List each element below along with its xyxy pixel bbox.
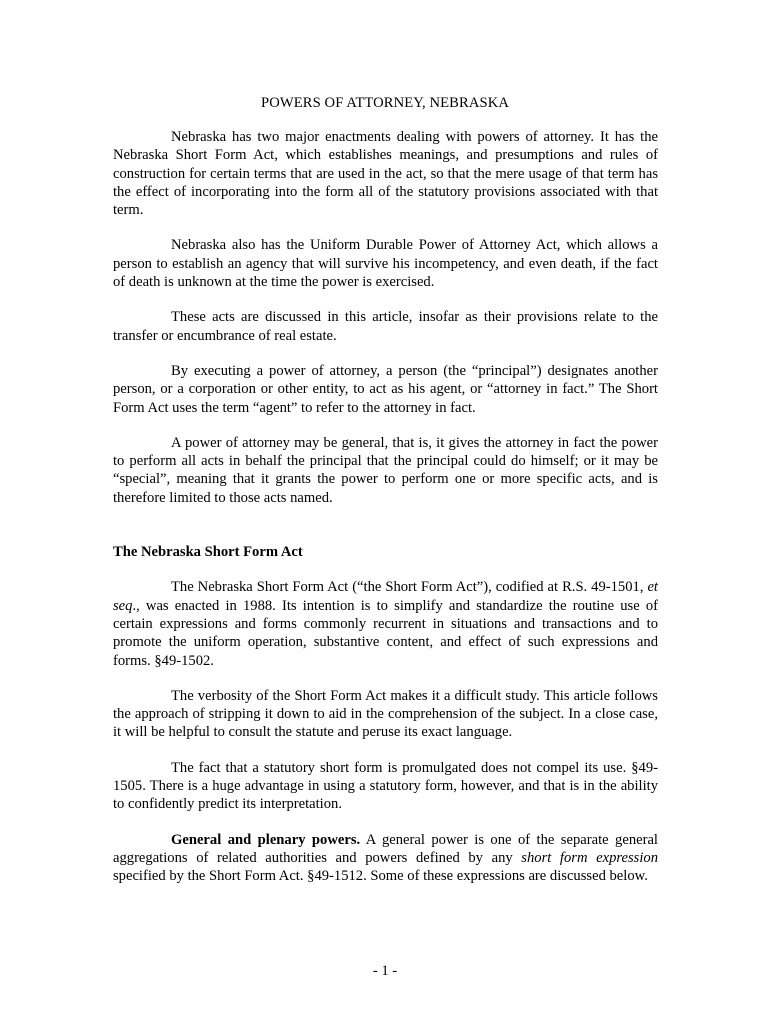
paragraph-verbosity: The verbosity of the Short Form Act makes it a difficult study. This article follows the approach of stripping it down to aid in the comprehension of the subject. In a close case, it will be helpful to consult the statute and peruse its exact language. <box>113 687 658 741</box>
document-title: POWERS OF ATTORNEY, NEBRASKA <box>261 95 509 111</box>
section-heading: The Nebraska Short Form Act <box>113 544 303 561</box>
paragraph-statutory-form: The fact that a statutory short form is promulgated does not compel its use. §49-1505. There is a huge advantage in using a statutory form, however, and that is in the ability to confidently predict its interpretation. <box>113 759 658 813</box>
italic-term: short form expression <box>521 849 658 866</box>
paragraph-uniform-durable-act: Nebraska also has the Uniform Durable Power of Attorney Act, which allows a person to establish an agency that will survive his incompetency, and even death, if the fact of death is unknown at the time the power is exercised. <box>113 237 658 291</box>
paragraph-text: ., was enacted in 1988. Its intention is to simplify and standardize the routine use of certain expressions and forms commonly recurrent in situations and transactions and to promote the uniform operation, substantive content, and effect of such expressions and forms. §49-1502. <box>113 597 658 669</box>
italic-term: et seq <box>113 579 658 614</box>
paragraph-general-special: A power of attorney may be general, that is, it gives the attorney in fact the power to perform all acts in behalf the principal that the principal could do himself; or it may be “special”, meaning that it grants the power to perform one or more specific acts, and is therefore limited to those acts named. <box>113 434 658 506</box>
paragraph-text: The Nebraska Short Form Act (“the Short Form Act”), codified at R.S. 49-1501, <box>171 579 648 596</box>
paragraph-scope: These acts are discussed in this article, insofar as their provisions relate to the transfer or encumbrance of real estate. <box>113 309 658 344</box>
paragraph-intro: Nebraska has two major enactments dealing with powers of attorney. It has the Nebraska Short Form Act, which establishes meanings, and presumptions and rules of construction for certain terms that are used in the act, so that the mere usage of that term has the effect of incorporating into the form all of the statutory provisions associated with that term. <box>113 129 658 219</box>
paragraph-text: specified by the Short Form Act. §49-1512. Some of these expressions are discussed below. <box>113 868 648 885</box>
paragraph-general-powers <box>113 831 658 886</box>
paragraph-principal-definition: By executing a power of attorney, a person (the “principal”) designates another person, or a corporation or other entity, to act as his agent, or “attorney in fact.” The Short Form Act uses the term “agent” to refer to the attorney in fact. <box>113 362 658 416</box>
page-number: - 1 - <box>372 963 398 979</box>
paragraph-text: A general power is one of the separate general aggregations of related authorities and powers defined by any <box>113 831 658 866</box>
paragraph-lead-heading: General and plenary powers. <box>171 831 361 848</box>
paragraph-short-form-act <box>113 578 658 669</box>
document-body <box>113 128 658 886</box>
